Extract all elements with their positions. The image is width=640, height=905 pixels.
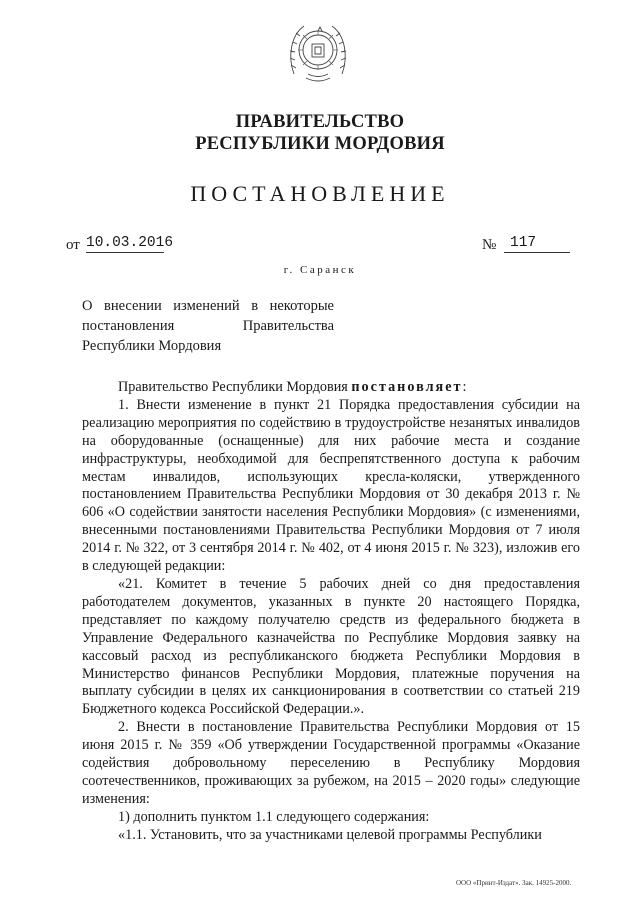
paragraph-quoted-1-1: «1.1. Установить, что за участниками целевой программы Республики <box>118 826 542 843</box>
subparagraph-1: 1) дополнить пунктом 1.1 следующего содержания: <box>118 808 430 825</box>
organization-name-line2: РЕСПУБЛИКИ МОРДОВИЯ <box>195 134 445 154</box>
intro-verb: постановляет <box>351 379 463 395</box>
document-type-title: ПОСТАНОВЛЕНИЕ <box>190 181 450 206</box>
document-date: 10.03.2016 <box>86 235 174 251</box>
organization-name-line1: ПРАВИТЕЛЬСТВО <box>235 112 405 132</box>
intro-prefix: Правительство Республики Мордовия <box>118 379 352 395</box>
intro-paragraph <box>82 379 580 397</box>
paragraph-quoted-21: «21. Комитет в течение 5 рабочих дней со дня предоставления работодателем документов, указанных в пункте 20 настоящего Порядка, представляет по каждому получателю средств из федерального бюджета в Управление Федерального казначейства по Республике Мордовия заявку на кассовый расход из республиканского бюджета Республики Мордовия в Министерство финансов Республики Мордовия, платежные поручения на выплату субсидии в целях их санкционирования в соответствии со статьей 219 Бюджетного кодекса Российской Федерации.». <box>82 575 580 718</box>
subject-line: Республики Мордовия <box>82 338 222 354</box>
document-number: 117 <box>504 235 570 253</box>
print-footer: ООО «Принт-Издат». Зак. 14925-2000. <box>456 879 572 887</box>
document-subject <box>82 296 334 356</box>
date-label: от <box>66 237 80 253</box>
paragraph-1: 1. Внести изменение в пункт 21 Порядка предоставления субсидии на реализацию мероприятия по содействию в трудоустройстве незанятых инвалидов на оборудованные (оснащенные) для них рабочие места и создание инфраструктуры, необходимой для беспрепятственного доступа к рабочим местам инвалидов, использующих кресла-коляски, утвержденного постановлением Правительства Республики Мордовия от 30 декабря 2013 г. № 606 «О содействии занятости населения Республики Мордовия» (с изменениями, внесенными постановлениями Правительства Республики Мордовия от 7 июля 2014 г. № 322, от 3 сентября 2014 г. № 402, от 4 июня 2015 г. № 323), изложив его в следующей редакции: <box>82 396 580 575</box>
document-body <box>82 379 580 845</box>
city-name: г. Саранск <box>283 264 357 276</box>
paragraph-2: 2. Внести в постановление Правительства Республики Мордовия от 15 июня 2015 г. № 359 «Об утверждении Государственной программы «Оказание содействия добровольному переселению в Республику Мордовия соотечественников, проживающих за рубежом, на 2015 – 2020 годы» следующие изменения: <box>82 719 580 807</box>
intro-suffix: : <box>462 379 467 395</box>
subject-line: постановления Правительства <box>82 318 334 334</box>
coat-of-arms-emblem <box>286 18 350 88</box>
subject-line: О внесении изменений в некоторые <box>82 298 334 314</box>
number-label: № <box>482 237 497 253</box>
